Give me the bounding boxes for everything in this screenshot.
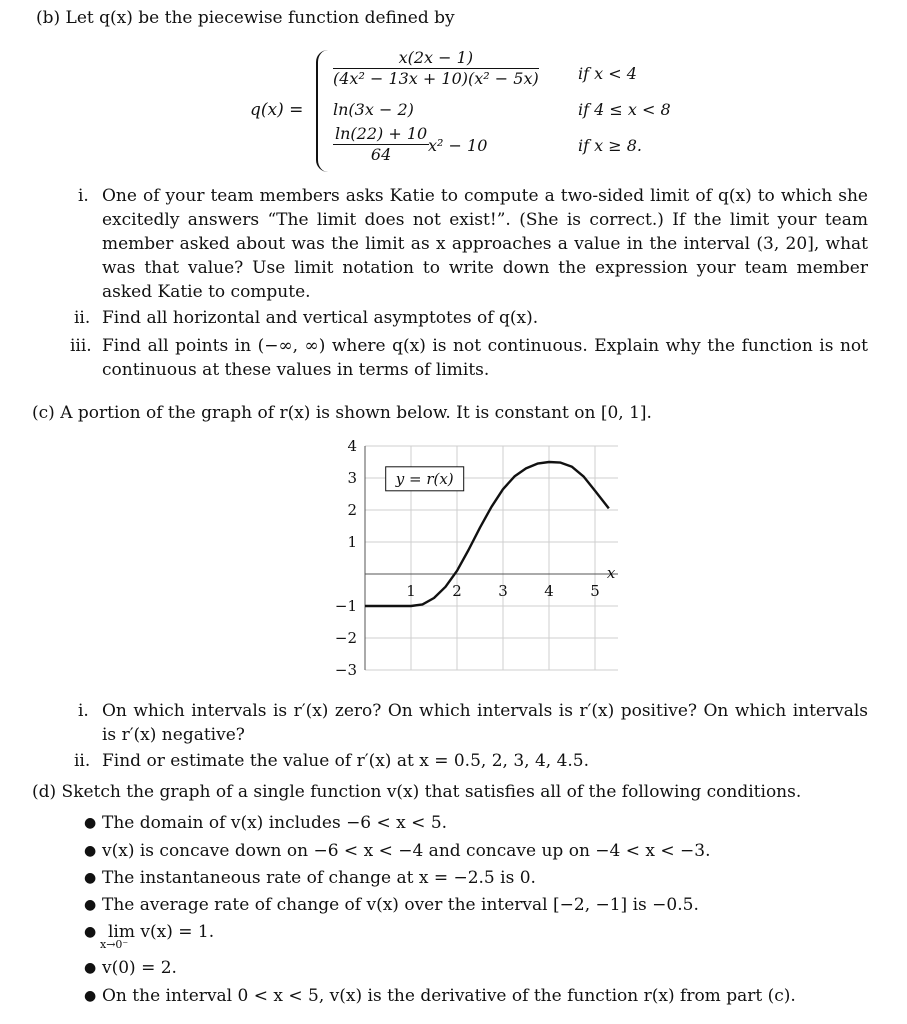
y-tick-label: −2 xyxy=(334,629,357,647)
part-d-heading: (d) Sketch the graph of a single function v(x) that satisfies all of the following conditions. xyxy=(32,782,802,802)
part-d-bullet: On the interval 0 < x < 5, v(x) is the derivative of the function r(x) from part (c). xyxy=(102,986,796,1006)
part-c-item-label: ii. xyxy=(74,751,91,771)
part-d-bullet: v(x) is concave down on −6 < x < −4 and concave up on −4 < x < −3. xyxy=(102,841,711,861)
piece2-expression: ln(3x − 2) xyxy=(333,100,414,119)
part-c-item-text: Find or estimate the value of r′(x) at x = 0.5, 2, 3, 4, 4.5. xyxy=(102,751,590,771)
piece1-numerator: x(2x − 1) xyxy=(333,48,539,69)
x-tick-label: 5 xyxy=(590,582,600,600)
part-d-bullet: The instantaneous rate of change at x = −2.5 is 0. xyxy=(102,868,536,888)
piece1-condition: if x < 4 xyxy=(578,64,637,83)
part-b-item-label: i. xyxy=(78,186,89,206)
part-b-item-label: iii. xyxy=(70,336,92,356)
part-d-bullet: v(0) = 2. xyxy=(102,958,177,978)
limit-subscript: x→0⁻ xyxy=(100,938,129,951)
bullet-dot: ● xyxy=(84,960,97,976)
bullet-dot: ● xyxy=(84,924,97,940)
piece3-tail: x² − 10 xyxy=(428,136,488,155)
part-c-item-label: i. xyxy=(78,701,89,721)
part-c-heading: (c) A portion of the graph of r(x) is shown below. It is constant on [0, 1]. xyxy=(32,403,652,423)
part-b-item-text: One of your team members asks Katie to compute a two-sided limit of q(x) to which she excitedly answers “The limit does not exist!”. (She is correct.) If the limit your team member asked about was the limit as x approaches a value in the interval (3, 20], what was that value? Use limit notation to write down the expression your team member asked Katie to compute. xyxy=(102,186,868,302)
part-d-bullet-limit: lim v(x) = 1. xyxy=(108,922,215,942)
bullet-dot: ● xyxy=(84,843,97,859)
y-tick-label: 1 xyxy=(347,533,357,551)
part-b-item-text: Find all horizontal and vertical asymptotes of q(x). xyxy=(102,308,539,328)
q-label: q(x) = xyxy=(250,100,304,120)
piece3-denominator: 64 xyxy=(370,145,392,164)
bullet-dot: ● xyxy=(84,988,97,1004)
x-tick-label: 3 xyxy=(498,582,508,600)
piece3-fraction xyxy=(333,124,429,165)
x-tick-label: 2 xyxy=(452,582,462,600)
y-tick-label: −3 xyxy=(334,661,357,679)
y-tick-label: 3 xyxy=(347,469,357,487)
bullet-dot: ● xyxy=(84,870,97,886)
bullet-dot: ● xyxy=(84,815,97,831)
part-d-bullet: The average rate of change of v(x) over the interval [−2, −1] is −0.5. xyxy=(102,895,699,915)
piece2-condition: if 4 ≤ x < 8 xyxy=(578,100,671,119)
piece3-numerator: ln(22) + 10 xyxy=(335,124,428,143)
r-graph xyxy=(330,432,650,682)
piece1-denominator: (4x² − 13x + 10)(x² − 5x) xyxy=(333,69,539,88)
chart-tick-labels xyxy=(335,437,616,679)
piecewise-brace xyxy=(316,50,332,172)
part-b-item-text: Find all points in (−∞, ∞) where q(x) is not continuous. Explain why the function is not continuous at these values in terms of limits. xyxy=(102,336,868,380)
piece3-condition: if x ≥ 8. xyxy=(578,136,642,155)
part-b-heading: (b) Let q(x) be the piecewise function defined by xyxy=(36,8,455,28)
piece1-fraction xyxy=(333,48,539,89)
x-tick-label: 4 xyxy=(544,582,554,600)
part-c-item-text: On which intervals is r′(x) zero? On which intervals is r′(x) positive? On which intervals is r′(x) negative? xyxy=(102,701,868,745)
y-tick-label: −1 xyxy=(334,597,357,615)
legend-label: y = r(x) xyxy=(395,469,454,488)
part-b-item-label: ii. xyxy=(74,308,91,328)
bullet-dot: ● xyxy=(84,897,97,913)
y-tick-label: 4 xyxy=(347,437,357,455)
part-d-bullet: The domain of v(x) includes −6 < x < 5. xyxy=(102,813,448,833)
x-axis-label: x xyxy=(606,564,616,582)
x-tick-label: 1 xyxy=(406,582,416,600)
y-tick-label: 2 xyxy=(347,501,357,519)
chart-legend xyxy=(386,467,464,491)
